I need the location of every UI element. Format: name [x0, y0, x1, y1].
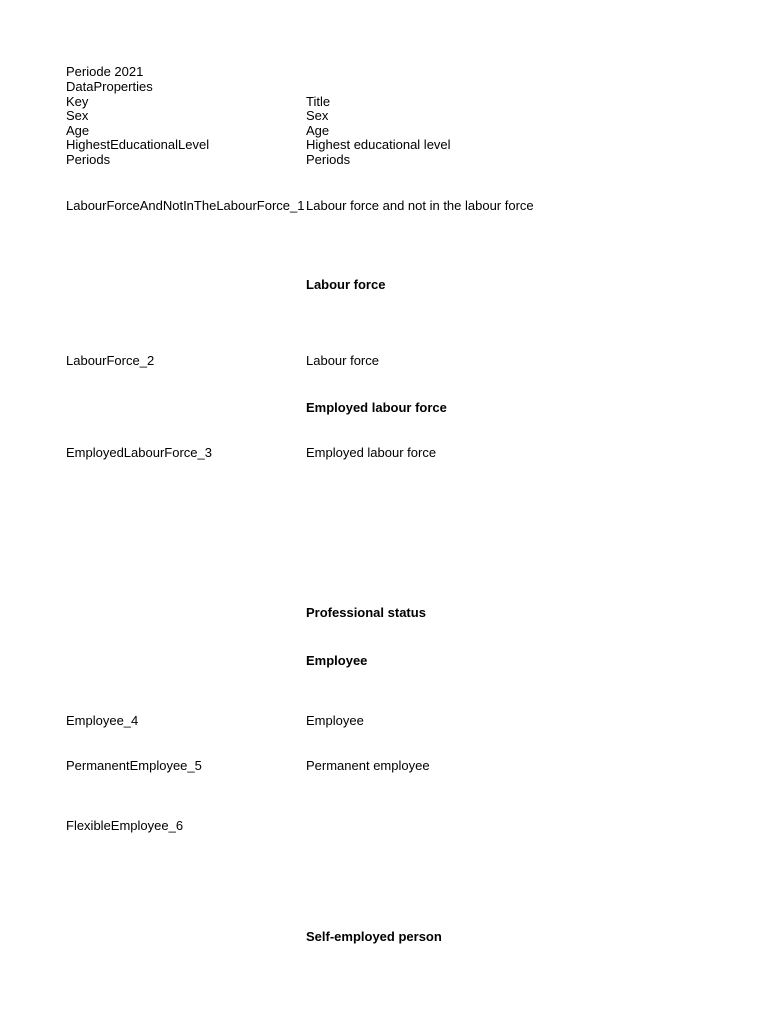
property-title-periods: Periods	[306, 152, 351, 167]
group-heading-employee: Employee	[306, 653, 368, 668]
property-key-sex: Sex	[66, 108, 89, 123]
property-title-age: Age	[306, 123, 330, 138]
periode-label: Periode 2021	[66, 64, 144, 79]
row-key-labour-force: LabourForce_2	[66, 353, 155, 368]
row-title-employed-labour-force: Employed labour force	[306, 445, 437, 460]
property-key-periods: Periods	[66, 152, 111, 167]
row-title-permanent-employee: Permanent employee	[306, 758, 430, 773]
property-title-sex: Sex	[306, 108, 329, 123]
key-column-header: Key	[66, 94, 89, 109]
row-title-employee: Employee	[306, 713, 364, 728]
row-key-flexible-employee: FlexibleEmployee_6	[66, 818, 184, 833]
row-title-labour-force: Labour force	[306, 353, 379, 368]
data-properties-label: DataProperties	[66, 79, 153, 94]
row-key-employee: Employee_4	[66, 713, 139, 728]
row-key-permanent-employee: PermanentEmployee_5	[66, 758, 202, 773]
group-heading-professional-status: Professional status	[306, 605, 426, 620]
row-title-labour-force-and-not: Labour force and not in the labour force	[306, 198, 534, 213]
group-heading-employed-labour-force: Employed labour force	[306, 400, 447, 415]
group-heading-self-employed-person: Self-employed person	[306, 929, 442, 944]
property-title-education: Highest educational level	[306, 137, 451, 152]
row-key-labour-force-and-not: LabourForceAndNotInTheLabourForce_1	[66, 198, 305, 213]
property-key-education: HighestEducationalLevel	[66, 137, 210, 152]
property-key-age: Age	[66, 123, 90, 138]
group-heading-labour-force: Labour force	[306, 277, 386, 292]
title-column-header: Title	[306, 94, 331, 109]
row-key-employed-labour-force: EmployedLabourForce_3	[66, 445, 212, 460]
